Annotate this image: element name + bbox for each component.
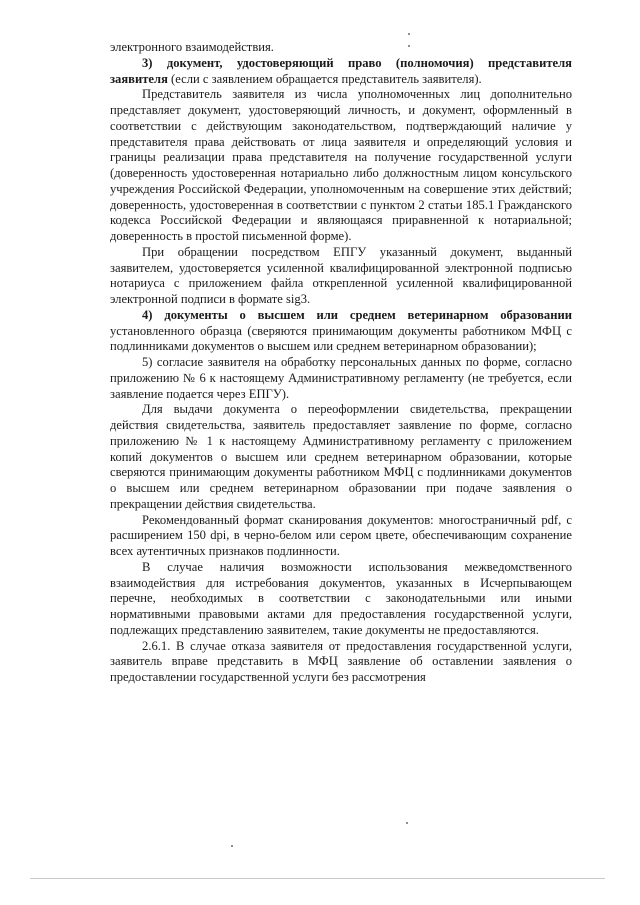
paragraph-bold-heading: 3) документ, удостоверяющий право (полномочия) представителя заявителя	[110, 55, 572, 86]
paragraph-text: Рекомендованный формат сканирования документов: многостраничный pdf, с расширением 150 dpi, в черно-белом или сером цвете, обеспечивающим сохранение всех аутентичных признаков подлинности.	[110, 512, 572, 558]
paragraph-scan-format	[110, 513, 572, 560]
scan-edge-line	[30, 878, 605, 879]
paragraph-epgu	[110, 245, 572, 308]
paragraph-item-3	[110, 56, 572, 88]
scan-speck	[408, 45, 410, 47]
scan-speck	[408, 33, 410, 35]
paragraph-representative	[110, 87, 572, 245]
paragraph-item-5	[110, 355, 572, 402]
paragraph-continuation	[110, 40, 572, 56]
paragraph-text: Для выдачи документа о переоформлении свидетельства, прекращении действия свидетельства, заявитель предоставляет заявление по форме, согласно приложению № 1 к настоящему Административному регламенту с приложением копий документов о высшем или среднем ветеринарном образовании, которые сверяются принимающим документы работником МФЦ с подлинниками документов о высшем или среднем ветеринарном образовании при подаче заявления о прекращении действия свидетельства.	[110, 402, 572, 511]
paragraph-text: 2.6.1. В случае отказа заявителя от предоставления государственной услуги, заявитель вправе представить в МФЦ заявление об оставлении заявления о предоставлении государственной услуги без рассмотрения	[110, 638, 572, 684]
paragraph-text: В случае наличия возможности использования межведомственного взаимодействия для истребования документов, указанных в Исчерпывающем перечне, необходимых в соответствии с законодательными или иными нормативными правовыми актами для предоставления государственной услуги, подлежащих представлению заявителем, такие документы не предоставляются.	[110, 559, 572, 637]
scan-speck	[406, 822, 408, 824]
paragraph-text: (если с заявлением обращается представитель заявителя).	[167, 71, 482, 86]
paragraph-item-4	[110, 308, 572, 355]
paragraph-text: 5) согласие заявителя на обработку персональных данных по форме, согласно приложению № 6 к настоящему Административному регламенту (не требуется, если заявление подается через ЕПГУ).	[110, 355, 572, 401]
document-body	[110, 40, 572, 686]
paragraph-text: Представитель заявителя из числа уполномоченных лиц дополнительно представляет документ, удостоверяющий личность, и документ, оформленный в соответствии с действующим законодательством, подтверждающий наличие у представителя права действовать от лица заявителя и определяющий условия и границы реализации права представителя на получение государственной услуги (доверенность удостоверенная нотариально либо должностным лицом консульского учреждения Российской Федерации, уполномоченным на совершение этих действий; доверенность, удостоверенная в соответствии с пунктом 2 статьи 185.1 Гражданского кодекса Российской Федерации и являющаяся приравненной к нотариальной; доверенность в простой письменной форме).	[110, 87, 572, 243]
paragraph-bold-heading: 4) документы о высшем или среднем ветеринарном образовании	[142, 307, 572, 322]
paragraph-text: При обращении посредством ЕПГУ указанный документ, выданный заявителем, удостоверяется усиленной квалифицированной электронной подписью нотариуса с приложением файла открепленной усиленной квалифицированной электронной подписи в формате sig3.	[110, 244, 572, 306]
scan-speck	[231, 845, 233, 847]
paragraph-text: установленного образца (сверяются принимающим документы работником МФЦ с подлинниками документов о высшем или среднем ветеринарном образовании);	[110, 323, 572, 354]
paragraph-text: электронного взаимодействия.	[110, 40, 274, 54]
paragraph-reissue	[110, 402, 572, 512]
paragraph-interagency	[110, 560, 572, 639]
paragraph-2-6-1	[110, 639, 572, 686]
